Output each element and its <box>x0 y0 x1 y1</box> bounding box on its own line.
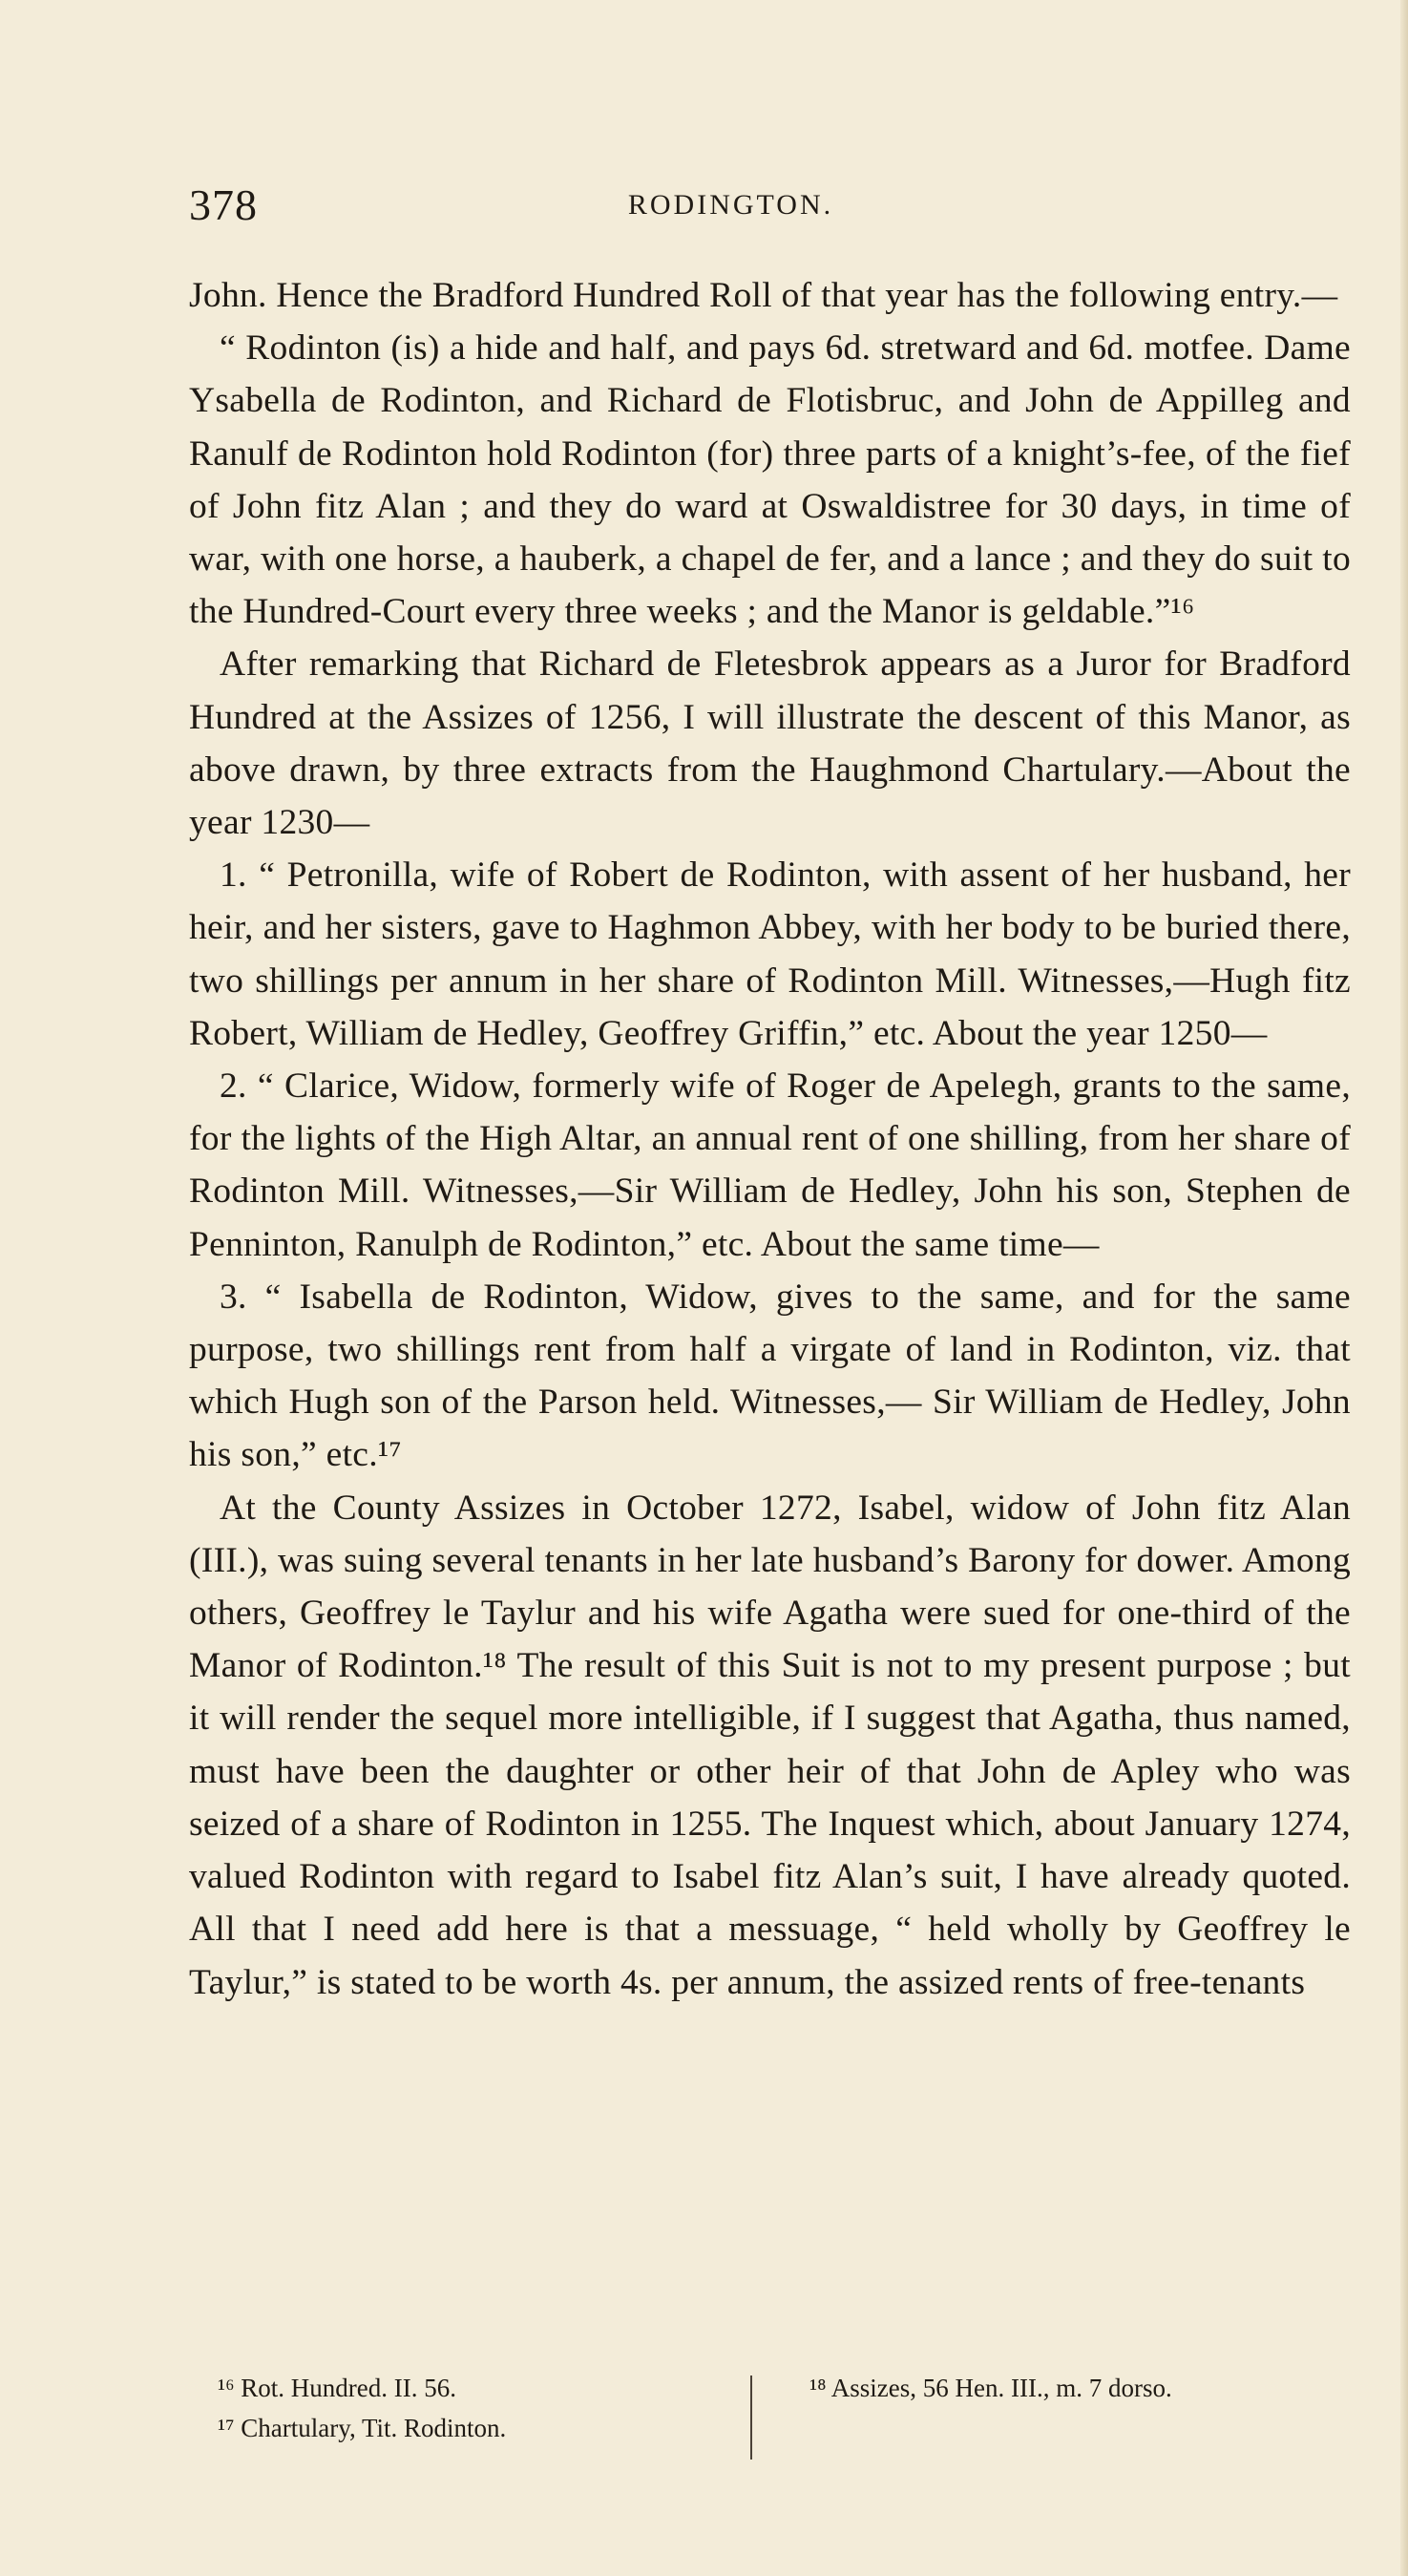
paragraph: 1. “ Petronilla, wife of Robert de Rodinton, with assent of her husband, her heir, and her sisters, gave to Haghmon Abbey, with her body to be buried there, two shillings per annum in her share of Rodinton Mill. Witnesses,—Hugh fitz Robert, William de Hedley, Geoffrey Griffin,” etc. About the year 1250— <box>189 855 1351 1053</box>
paragraph: 2. “ Clarice, Widow, formerly wife of Roger de Apelegh, grants to the same, for the lights of the High Altar, an annual rent of one shilling, from her share of Rodinton Mill. Witnesses,—Sir William de Hedley, John his son, Stephen de Penninton, Ranulph de Rodinton,” etc. About the same time— <box>189 1066 1351 1264</box>
footnote: ¹⁸ Assizes, 56 Hen. III., m. 7 dorso. <box>809 2374 1172 2402</box>
page-edge <box>1400 0 1408 2576</box>
footnote-divider <box>750 2375 752 2460</box>
page-header <box>189 179 1272 233</box>
footnotes-left <box>218 2368 714 2448</box>
footnote: ¹⁶ Rot. Hundred. II. 56. <box>218 2374 456 2402</box>
footnotes-right <box>809 2368 1382 2408</box>
paragraph: After remarking that Richard de Fletesbrok appears as a Juror for Bradford Hundred at the Assizes of 1256, I will illustrate the descent of this Manor, as above drawn, by three extracts from the Haughmond Chartulary.—About the year 1230— <box>189 644 1351 843</box>
page-number: 378 <box>189 180 258 229</box>
paragraph: At the County Assizes in October 1272, Isabel, widow of John fitz Alan (III.), was suing several tenants in her late husband’s Barony for dower. Among others, Geoffrey le Taylur and his wife Agatha were sued for one-third of the Manor of Rodinton.¹⁸ The result of this Suit is not to my present purpose ; but it will render the sequel more intelligible, if I suggest that Agatha, thus named, must have been the daughter or other heir of that John de Apley who was seized of a share of Rodinton in 1255. The Inquest which, about January 1274, valued Rodinton with regard to Isabel fitz Alan’s suit, I have already quoted. All that I need add here is that a messuage, “ held wholly by Geoffrey le Taylur,” is stated to be worth 4s. per annum, the assized rents of free-tenants <box>189 1488 1351 2002</box>
body-text <box>189 269 1351 2009</box>
running-head: RODINGTON. <box>627 189 834 221</box>
paragraph: “ Rodinton (is) a hide and half, and pays 6d. stretward and 6d. motfee. Dame Ysabella de Rodinton, and Richard de Flotisbruc, and John de Appilleg and Ranulf de Rodinton hold Rodinton (for) three parts of a knight’s-fee, of the fief of John fitz Alan ; and they do ward at Oswaldistree for 30 days, in time of war, with one horse, a hauberk, a chapel de fer, and a lance ; and they do suit to the Hundred-Court every three weeks ; and the Manor is geldable.”¹⁶ <box>189 328 1351 632</box>
paragraph: 3. “ Isabella de Rodinton, Widow, gives to the same, and for the same purpose, two shillings rent from half a virgate of land in Rodinton, viz. that which Hugh son of the Parson held. Witnesses,— Sir William de Hedley, John his son,” etc.¹⁷ <box>189 1277 1351 1475</box>
footnote: ¹⁷ Chartulary, Tit. Rodinton. <box>218 2414 507 2442</box>
paragraph: John. Hence the Bradford Hundred Roll of that year has the following entry.— <box>189 276 1338 315</box>
